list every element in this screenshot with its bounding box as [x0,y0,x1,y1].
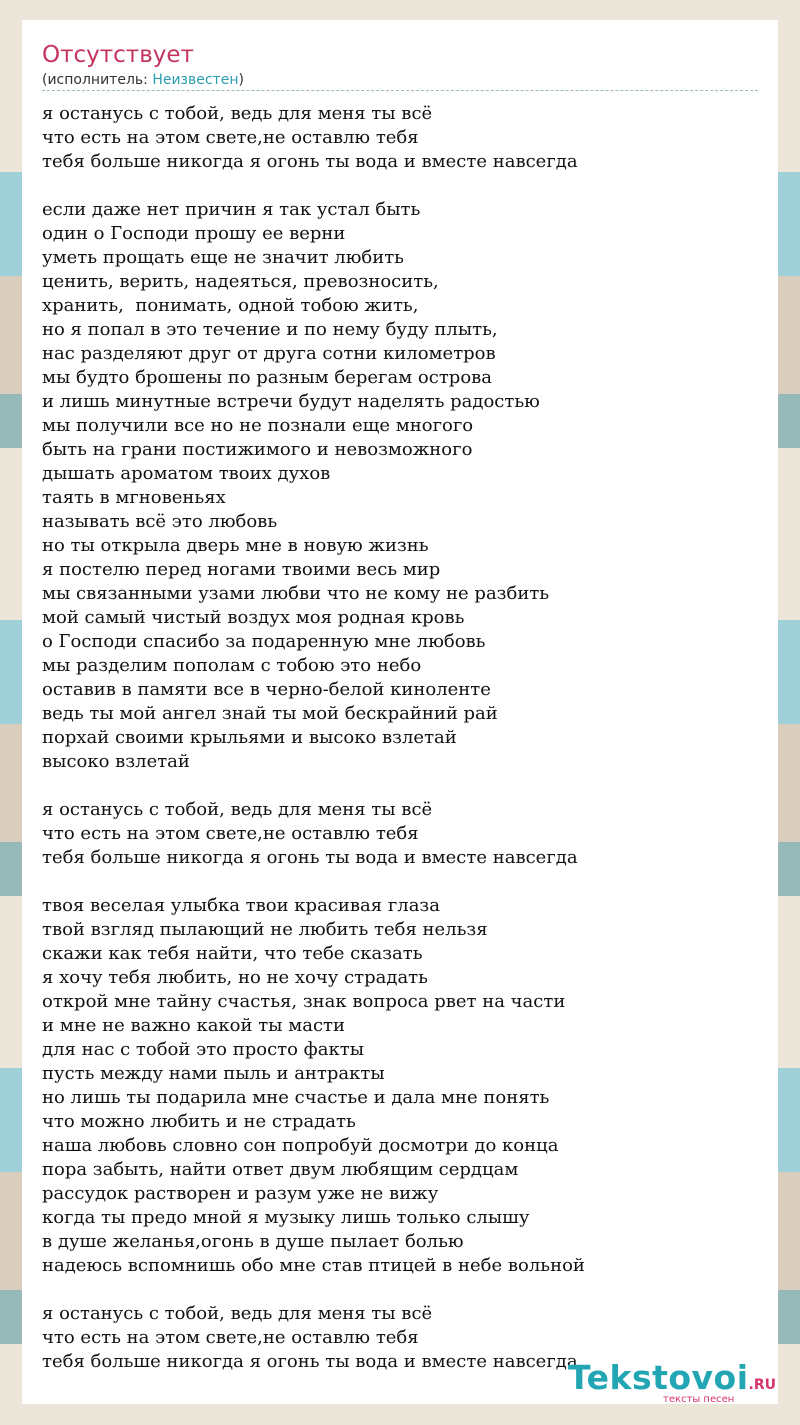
lyrics-line: мы получили все но не познали еще многого [42,415,474,436]
lyrics-line: пора забыть, найти ответ двум любящим сердцам [42,1159,519,1180]
artist-link[interactable]: Неизвестен [152,72,239,88]
lyrics-line: твой взгляд пылающий не любить тебя нельзя [42,919,488,940]
lyrics-line: пусть между нами пыль и антракты [42,1063,385,1084]
lyrics-blank-line [42,870,585,894]
lyrics-line: для нас с тобой это просто факты [42,1039,365,1060]
artist-prefix: (исполнитель: [42,72,153,88]
lyrics-line: тебя больше никогда я огонь ты вода и вместе навсегда [42,151,578,172]
lyrics-line: тебя больше никогда я огонь ты вода и вместе навсегда [42,1351,578,1372]
lyrics-line: мы связанными узами любви что не кому не разбить [42,583,550,604]
lyrics-card [22,20,778,1404]
lyrics-line: в душе желанья,огонь в душе пылает болью [42,1231,464,1252]
lyrics-line: я останусь с тобой, ведь для меня ты всё [42,1303,433,1324]
lyrics-line: мы разделим пополам с тобою это небо [42,655,422,676]
lyrics-line: я останусь с тобой, ведь для меня ты всё [42,103,433,124]
lyrics-line: мой самый чистый воздух моя родная кровь [42,607,465,628]
lyrics-line: я постелю перед ногами твоими весь мир [42,559,441,580]
lyrics-line: и мне не важно какой ты масти [42,1015,346,1036]
lyrics-line: что есть на этом свете,не оставлю тебя [42,1327,419,1348]
lyrics-line: один о Господи прошу ее верни [42,223,346,244]
lyrics-line: ведь ты мой ангел знай ты мой бескрайний рай [42,703,498,724]
lyrics-line: рассудок растворен и разум уже не вижу [42,1183,439,1204]
lyrics-line: мы будто брошены по разным берегам острова [42,367,493,388]
lyrics-line: высоко взлетай [42,751,190,772]
lyrics-line: быть на грани постижимого и невозможного [42,439,473,460]
lyrics-line: называть всё это любовь [42,511,278,532]
logo-brand: Tekstovoi [568,1358,749,1397]
lyrics-line: наша любовь словно сон попробуй досмотри до конца [42,1135,559,1156]
lyrics-line: я останусь с тобой, ведь для меня ты всё [42,799,433,820]
lyrics-line: и лишь минутные встречи будут наделять радостью [42,391,540,412]
lyrics-line: уметь прощать еще не значит любить [42,247,404,268]
lyrics-line: надеюсь вспомнишь обо мне став птицей в небе вольной [42,1255,585,1276]
site-logo[interactable] [568,1358,777,1405]
artist-line [42,72,244,88]
lyrics-line: что есть на этом свете,не оставлю тебя [42,127,419,148]
lyrics-line: но ты открыла дверь мне в новую жизнь [42,535,429,556]
lyrics-line: открой мне тайну счастья, знак вопроса рвет на части [42,991,566,1012]
lyrics-blank-line [42,1278,585,1302]
lyrics-blank-line [42,174,585,198]
lyrics-text [42,102,585,1374]
logo-tagline: тексты песен [663,1394,735,1405]
lyrics-line: когда ты предо мной я музыку лишь только слышу [42,1207,530,1228]
lyrics-line: но я попал в это течение и по нему буду плыть, [42,319,498,340]
song-title: Отсутствует [42,42,194,68]
lyrics-line: скажи как тебя найти, что тебе сказать [42,943,423,964]
lyrics-line: порхай своими крыльями и высоко взлетай [42,727,457,748]
lyrics-line: но лишь ты подарила мне счастье и дала мне понять [42,1087,550,1108]
artist-suffix: ) [238,72,244,88]
lyrics-line: я хочу тебя любить, но не хочу страдать [42,967,428,988]
title-divider [42,90,758,91]
lyrics-line: если даже нет причин я так устал быть [42,199,421,220]
lyrics-line: оставив в памяти все в черно-белой киноленте [42,679,491,700]
lyrics-line: таять в мгновеньях [42,487,226,508]
lyrics-blank-line [42,774,585,798]
lyrics-line: ценить, верить, надеяться, превозносить, [42,271,439,292]
lyrics-line: твоя веселая улыбка твои красивая глаза [42,895,440,916]
lyrics-line: что есть на этом свете,не оставлю тебя [42,823,419,844]
lyrics-line: о Господи спасибо за подаренную мне любовь [42,631,486,652]
logo-tld: .RU [748,1377,777,1393]
lyrics-line: тебя больше никогда я огонь ты вода и вместе навсегда [42,847,578,868]
lyrics-line: нас разделяют друг от друга сотни километров [42,343,496,364]
lyrics-line: хранить, понимать, одной тобою жить, [42,295,419,316]
lyrics-line: что можно любить и не страдать [42,1111,356,1132]
lyrics-line: дышать ароматом твоих духов [42,463,331,484]
